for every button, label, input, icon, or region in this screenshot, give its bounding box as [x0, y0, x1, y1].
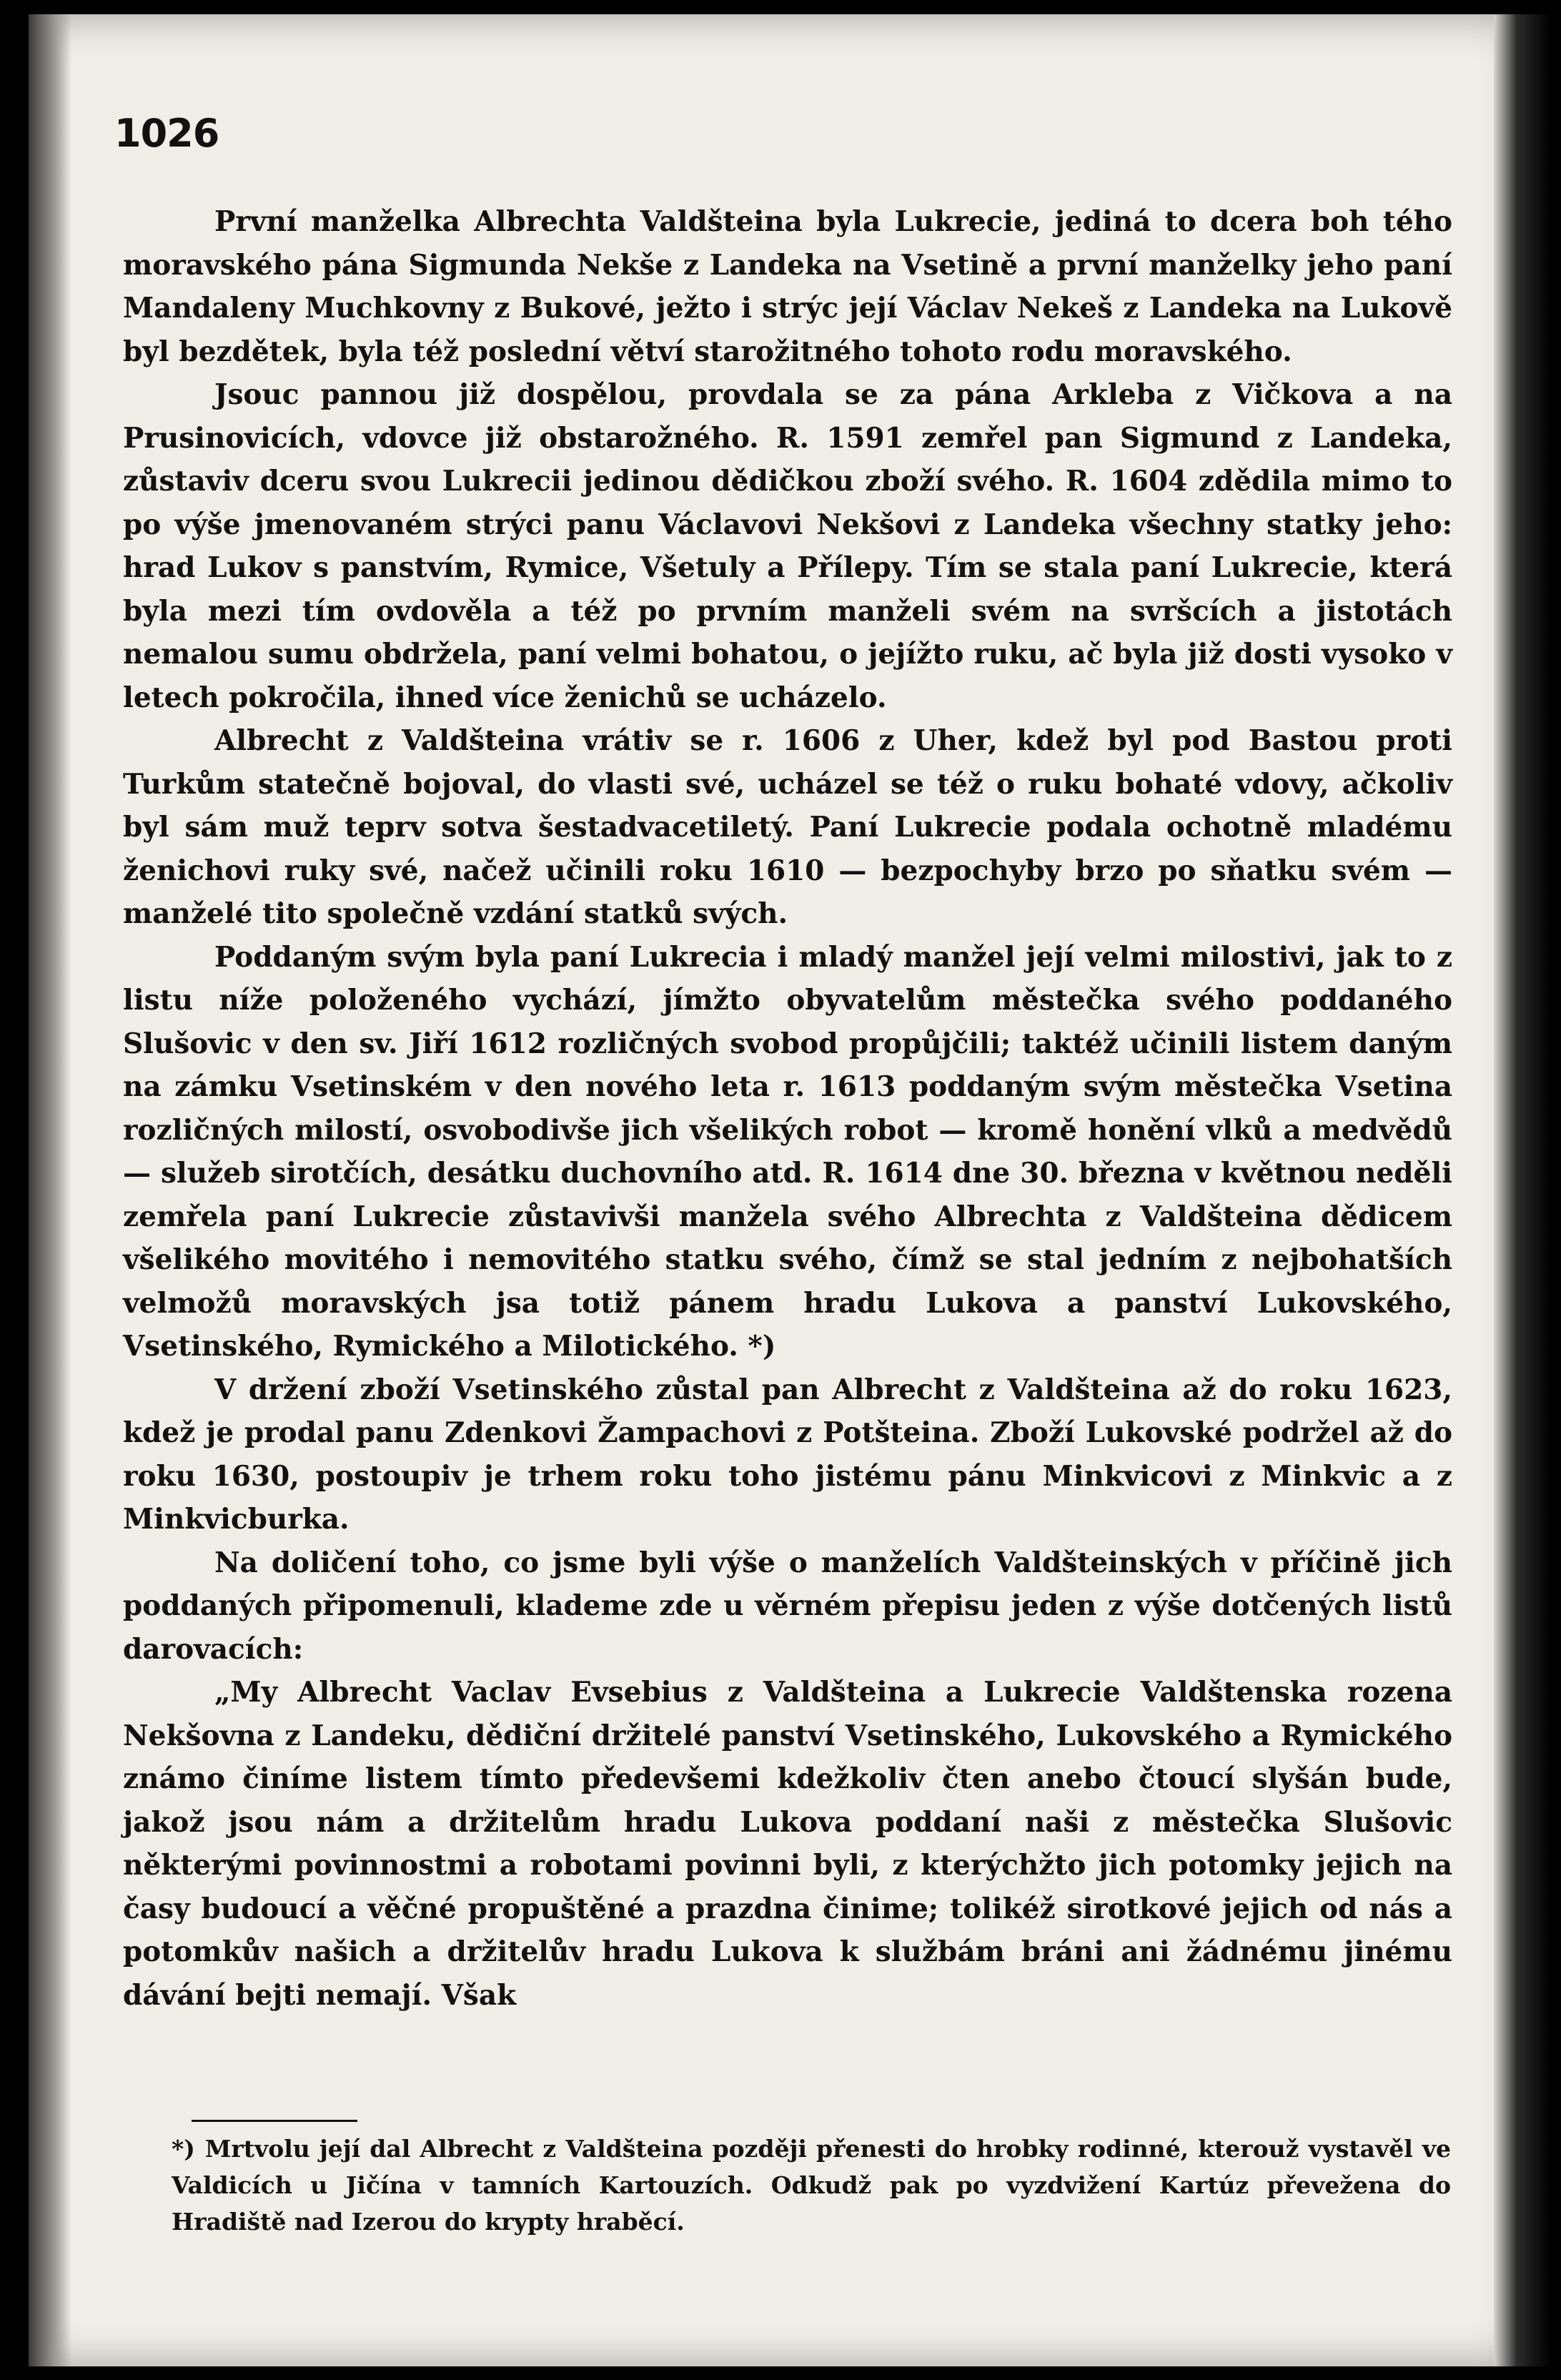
footnote-text: Mrtvolu její dal Albrecht z Valdšteina později přenesti do hrobky rodinné, kterouž vystavěl ve Valdicích u Jičína v tamních Kartouzích. Odkudž pak po vyzdvižení Kartúz převežena do Hradiště nad Izerou do krypty hraběcí. — [172, 2135, 1451, 2236]
book-page — [29, 14, 1522, 2366]
footnote-mark: *) — [172, 2135, 195, 2163]
footnote-divider — [192, 2120, 357, 2122]
page-edge-shadow — [1494, 14, 1551, 2366]
page-number: 1026 — [114, 111, 219, 156]
paragraph: Jsouc pannou již dospělou, provdala se za pána Arkleba z Vičkova a na Prusinovicích, vdovce již obstarožného. R. 1591 zemřel pan Sigmund z Landeka, zůstaviv dceru svou Lukrecii jedinou dědičkou zboží svého. R. 1604 zdědila mimo to po výše jmenovaném strýci panu Václavovi Nekšovi z Landeka všechny statky jeho: hrad Lukov s panstvím, Rymice, Všetuly a Přílepy. Tím se stala paní Lukrecie, která byla mezi tím ovdověla a též po prvním manželi svém na svršcích a jistotách nemalou sumu obdržela, paní velmi bohatou, o jejížto ruku, ač byla již dosti vysoko v letech pokročila, ihned více ženichů se ucházelo. — [123, 378, 1452, 714]
paragraph: Albrecht z Valdšteina vrátiv se r. 1606 z Uher, kdež byl pod Bastou proti Turkům statečně bojoval, do vlasti své, ucházel se též o ruku bohaté vdovy, ačkoliv byl sám muž teprv sotva šestadvacetiletý. Paní Lukrecie podala ochotně mladému ženichovi ruky své, načež učinili roku 1610 — bezpochyby brzo po sňatku svém — manželé tito společně vzdání statků svých. — [123, 724, 1452, 930]
paragraph: Poddaným svým byla paní Lukrecia i mladý manžel její velmi milostivi, jak to z listu níže položeného vychází, jímžto obyvatelům městečka svého poddaného Slušovic v den sv. Jiří 1612 rozličných svobod propůjčili; taktéž učinili listem daným na zámku Vsetinském v den nového leta r. 1613 poddaným svým městečka Vsetina rozličných milostí, osvobodivše jich všelikých robot — kromě honění vlků a medvědů — služeb sirotčích, desátku duchovního atd. R. 1614 dne 30. března v květnou neděli zemřela paní Lukrecie zůstavivši manžela svého Albrechta z Valdšteina dědicem všelikého movitého i nemovitého statku svého, čímž se stal jedním z nejbohatších velmožů moravských jsa totiž pánem hradu Lukova a panství Lukovského, Vsetinského, Rymického a Milotického. *) — [123, 940, 1452, 1363]
footnote — [172, 2130, 1451, 2240]
paragraph: První manželka Albrechta Valdšteina byla Lukrecie, jediná to dcera boh tého moravského pána Sigmunda Nekše z Landeka na Vsetině a první manželky jeho paní Mandaleny Muchkovny z Bukové, ježto i strýc její Václav Nekeš z Landeka na Lukově byl bezdětek, byla též poslední větví starožitného tohoto rodu moravského. — [123, 205, 1452, 368]
paragraph: V držení zboží Vsetinského zůstal pan Albrecht z Valdšteina až do roku 1623, kdež je prodal panu Zdenkovi Žampachovi z Potšteina. Zboží Lukovské podržel až do roku 1630, postoupiv je trhem roku toho jistému pánu Minkvicovi z Minkvic a z Minkvicburka. — [123, 1373, 1452, 1536]
body-text — [123, 200, 1452, 2017]
paragraph: Na doličení toho, co jsme byli výše o manželích Valdšteinských v příčině jich poddaných připomenuli, klademe zde u věrném přepisu jeden z výše dotčených listů darovacích: — [123, 1546, 1452, 1666]
binding-shadow — [29, 14, 71, 2366]
charter-quote: „My Albrecht Vaclav Evsebius z Valdšteina a Lukrecie Valdštenska rozena Nekšovna z Landeku, dědiční držitelé panství Vsetinského, Lukovského a Rymického známo činíme listem tímto předevšemi kdežkoliv čten anebo čtoucí slyšán bude, jakož jsou nám a držitelům hradu Lukova poddaní naši z městečka Slušovic některými povinnostmi a robotami povinni byli, z kterýchžto jich potomky jejich na časy budoucí a věčné propuštěné a prazdna činime; tolikéž sirotkové jejich od nás a potomkův našich a držitelův hradu Lukova k službám bráni ani žádnému jinému dávání bejti nemají. Však — [123, 1676, 1452, 2012]
